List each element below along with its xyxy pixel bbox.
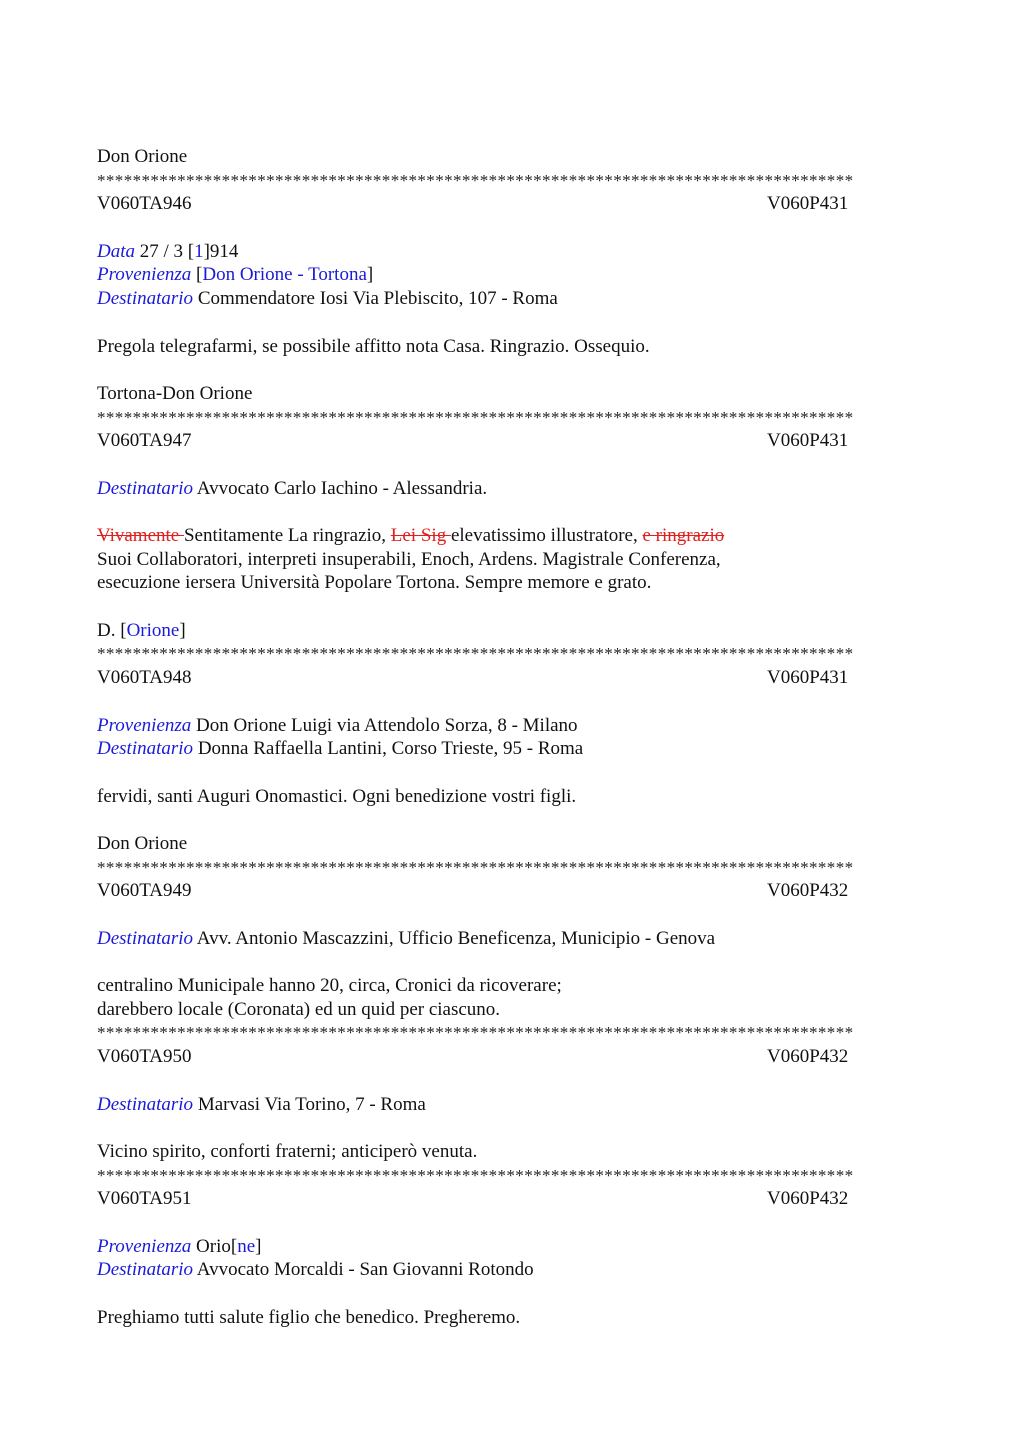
page-code: V060P431 — [767, 193, 849, 215]
separator: ************************************************************************************* — [97, 407, 854, 427]
destinatario-field: Destinatario Avvocato Carlo Iachino - Alessandria. — [97, 477, 488, 499]
provenienza-field: Provenienza [Don Orione - Tortona] — [97, 264, 374, 286]
page-code: V060P431 — [767, 430, 849, 452]
provenienza-label: Provenienza — [97, 264, 192, 286]
separator: ************************************************************************************* — [97, 1023, 854, 1043]
signature: Don Orione — [97, 832, 188, 854]
page-code: V060P432 — [767, 880, 849, 902]
destinatario-field: Destinatario Donna Raffaella Lantini, Corso Trieste, 95 - Roma — [97, 738, 584, 760]
destinatario-label: Destinatario — [97, 477, 194, 499]
document-page — [97, 145, 927, 1329]
separator: ************************************************************************************* — [97, 857, 854, 877]
entry-code: V060TA946 — [97, 193, 192, 215]
destinatario-label: Destinatario — [97, 1093, 194, 1115]
deleted-text: Vivamente — [97, 525, 184, 546]
provenienza-field: Provenienza Orio[ne] — [97, 1235, 262, 1257]
signature: Tortona-Don Orione — [97, 382, 253, 404]
deleted-text: e ringrazio — [642, 525, 725, 546]
page-code: V060P432 — [767, 1188, 849, 1210]
message-body: darebbero locale (Coronata) ed un quid per ciascuno. — [97, 998, 501, 1020]
page-code: V060P432 — [767, 1046, 849, 1068]
provenienza-label: Provenienza — [97, 714, 192, 736]
destinatario-label: Destinatario — [97, 1259, 194, 1281]
separator: ************************************************************************************* — [97, 644, 854, 664]
destinatario-label: Destinatario — [97, 927, 194, 949]
message-body: Suoi Collaboratori, interpreti insuperabili, Enoch, Ardens. Magistrale Conferenza, — [97, 548, 721, 570]
entry-ref-row — [97, 666, 927, 690]
entry-code: V060TA950 — [97, 1046, 192, 1068]
destinatario-label: Destinatario — [97, 288, 194, 310]
entry-ref-row — [97, 429, 927, 453]
data-field: Data 27 / 3 [1]914 — [97, 240, 239, 262]
entry-code: V060TA951 — [97, 1188, 192, 1210]
destinatario-field: Destinatario Avv. Antonio Mascazzini, Ufficio Beneficenza, Municipio - Genova — [97, 927, 716, 949]
message-body: centralino Municipale hanno 20, circa, Cronici da ricoverare; — [97, 975, 562, 997]
signature: Don Orione — [97, 146, 188, 167]
message-body: Preghiamo tutti salute figlio che benedico. Pregheremo. — [97, 1306, 521, 1328]
message-body: Pregola telegrafarmi, se possibile affitto nota Casa. Ringrazio. Ossequio. — [97, 335, 650, 357]
destinatario-field: Destinatario Commendatore Iosi Via Plebiscito, 107 - Roma — [97, 288, 558, 310]
destinatario-field: Destinatario Marvasi Via Torino, 7 - Roma — [97, 1093, 426, 1115]
entry-ref-row — [97, 192, 927, 216]
destinatario-field: Destinatario Avvocato Morcaldi - San Giovanni Rotondo — [97, 1259, 534, 1281]
deleted-text: Lei Sig — [390, 525, 451, 546]
page-code: V060P431 — [767, 667, 849, 689]
destinatario-label: Destinatario — [97, 738, 194, 760]
provenienza-label: Provenienza — [97, 1235, 192, 1257]
message-body: Vivamente Sentitamente La ringrazio, Lei Sig elevatissimo illustratore, e ringrazio — [97, 525, 725, 546]
entry-code: V060TA949 — [97, 880, 192, 902]
message-body: Vicino spirito, conforti fraterni; anticiperò venuta. — [97, 1140, 478, 1162]
separator: ************************************************************************************* — [97, 1165, 854, 1185]
data-label: Data — [97, 240, 135, 262]
entry-ref-row — [97, 1045, 927, 1069]
separator: ************************************************************************************* — [97, 170, 854, 190]
provenienza-field: Provenienza Don Orione Luigi via Attendolo Sorza, 8 - Milano — [97, 714, 578, 736]
signature: D. [Orione] — [97, 619, 186, 641]
entry-ref-row — [97, 1187, 927, 1211]
message-body: esecuzione iersera Università Popolare Tortona. Sempre memore e grato. — [97, 572, 652, 594]
entry-ref-row — [97, 879, 927, 903]
entry-code: V060TA947 — [97, 430, 192, 452]
entry-code: V060TA948 — [97, 667, 192, 689]
message-body: fervidi, santi Auguri Onomastici. Ogni benedizione vostri figli. — [97, 785, 577, 807]
